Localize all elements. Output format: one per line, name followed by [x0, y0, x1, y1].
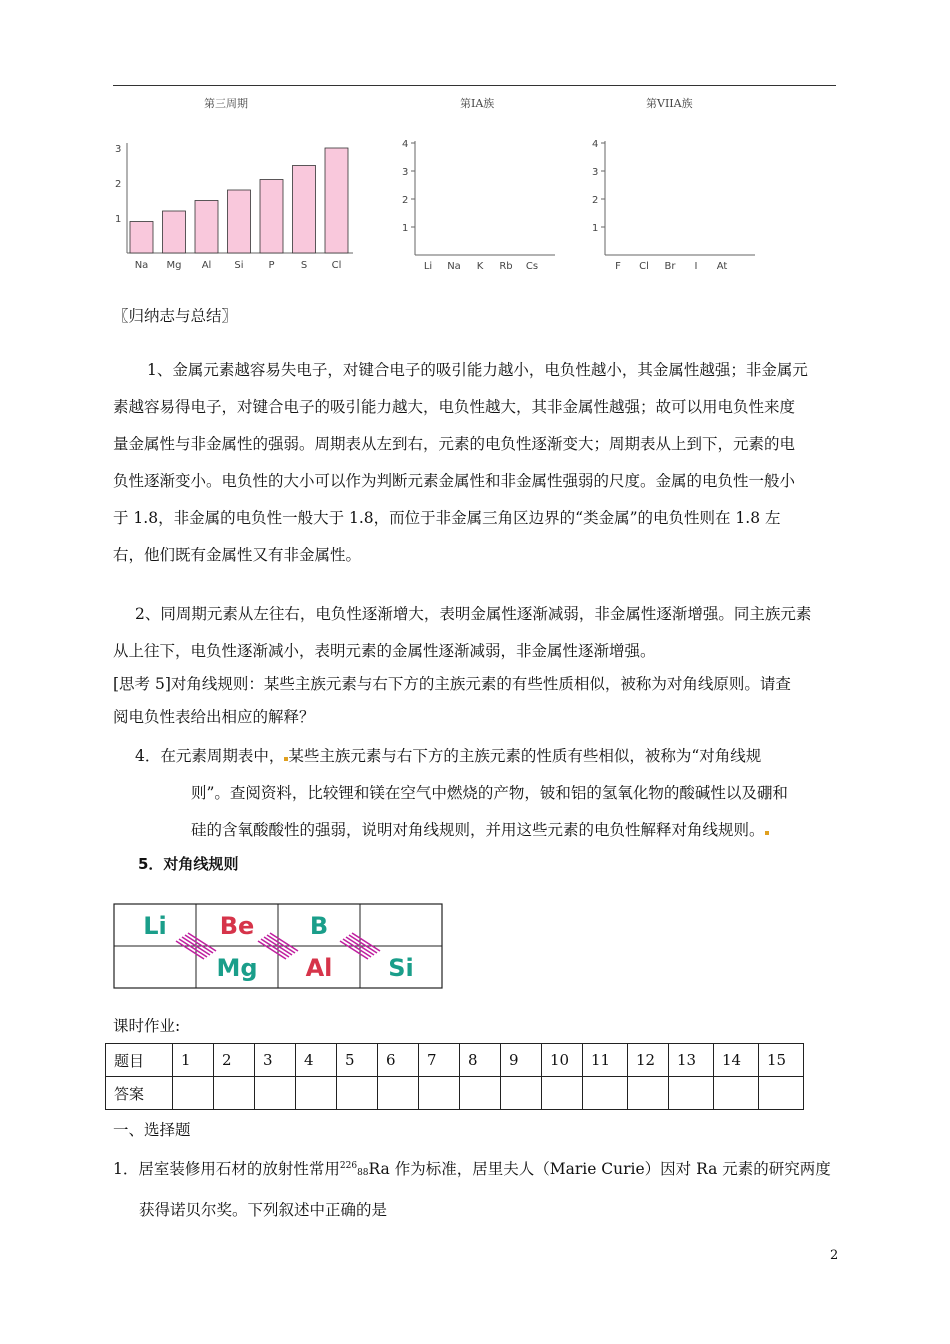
p1-line: 右，他们既有金属性又有非金属性。 [113, 546, 362, 564]
x-tick-label: Cl [639, 261, 649, 272]
item4-line: 硅的含氧酸酸性的强弱，说明对角线规则，并用这些元素的电负性解释对角线规则。 [113, 812, 853, 849]
x-tick-label: Li [423, 261, 433, 272]
answer-table [105, 1043, 804, 1110]
answer-cell[interactable] [296, 1077, 337, 1110]
question-number-cell: 4 [296, 1044, 337, 1077]
bar [260, 180, 283, 254]
bar [325, 148, 348, 253]
question-number-cell: 10 [542, 1044, 583, 1077]
y-tick-label: 2 [402, 195, 409, 206]
element-si: Si [388, 954, 414, 982]
think-5 [113, 668, 853, 734]
bar [293, 166, 316, 254]
x-tick-label: K [476, 261, 484, 272]
question-number-cell: 1 [173, 1044, 214, 1077]
answer-cell[interactable] [628, 1077, 669, 1110]
y-tick-label: 2 [592, 195, 599, 206]
y-tick-label: 3 [115, 144, 122, 155]
x-tick-label: Na [134, 260, 149, 271]
bar [130, 222, 153, 254]
homework-label: 课时作业: [113, 1017, 181, 1035]
question-number-cell: 12 [628, 1044, 669, 1077]
element-al: Al [305, 954, 333, 982]
element-be: Be [219, 912, 255, 940]
x-tick-label: Na [447, 261, 461, 272]
think-line: [思考 5]对角线规则：某些主族元素与右下方的主族元素的有些性质相似，被称为对角线原则。请查 [113, 675, 791, 693]
y-tick-label: 3 [402, 167, 409, 178]
header-rule [113, 85, 836, 86]
y-tick-label: 3 [592, 167, 599, 178]
table-row [106, 1077, 804, 1110]
element-b: B [309, 912, 329, 940]
y-tick-label: 1 [115, 214, 122, 225]
summary-paragraph-1 [113, 352, 853, 574]
q1-line: 1．居室装修用石材的放射性常用$^{226}_{88}$Ra 作为标准，居里夫人（Marie Curie）因对 Ra 元素的研究两度 [113, 1160, 831, 1178]
answer-cell[interactable] [714, 1077, 759, 1110]
section-heading: 一、选择题 [113, 1121, 191, 1139]
row-header-answer: 答案 [106, 1077, 173, 1110]
atomic-number: 88 [357, 1168, 369, 1178]
answer-cell[interactable] [669, 1077, 714, 1110]
answer-cell[interactable] [501, 1077, 542, 1110]
question-number-cell: 14 [714, 1044, 759, 1077]
question-1 [113, 1148, 853, 1229]
x-tick-label: S [300, 260, 308, 271]
question-number-cell: 9 [501, 1044, 542, 1077]
item4-line: 则”。查阅资料，比较锂和镁在空气中燃烧的产物，铍和铝的氢氧化物的酸碱性以及硼和 [191, 784, 788, 802]
answer-cell[interactable] [419, 1077, 460, 1110]
p1-line: 于 1.8，非金属的电负性一般大于 1.8，而位于非金属三角区边界的“类金属”的电负性则在 1.8 左 [113, 509, 781, 527]
x-tick-label: Cl [331, 260, 342, 271]
x-tick-label: I [694, 261, 698, 272]
question-number-cell: 7 [419, 1044, 460, 1077]
chart-title-period3: 第三周期 [204, 97, 248, 110]
mark-dot [765, 831, 769, 835]
answer-cell[interactable] [173, 1077, 214, 1110]
chart-group1a [395, 135, 565, 275]
answer-cell[interactable] [583, 1077, 628, 1110]
x-tick-label: Al [201, 260, 212, 271]
answer-cell[interactable] [337, 1077, 378, 1110]
y-tick-label: 2 [115, 179, 122, 190]
row-header-question: 题目 [106, 1044, 173, 1077]
summary-paragraph-2 [113, 596, 853, 670]
x-tick-label: At [716, 261, 728, 272]
item4-line: 4．在元素周期表中， 某些主族元素与右下方的主族元素的性质有些相似，被称为“对角线规 [135, 747, 762, 765]
p1-line: 素越容易得电子，对键合电子的吸引能力越大，电负性越大，其非金属性越强；故可以用电负性来度 [113, 398, 796, 416]
answer-cell[interactable] [460, 1077, 501, 1110]
y-tick-label: 1 [592, 223, 599, 234]
x-tick-label: Cs [525, 261, 539, 272]
p2-line: 从上往下，电负性逐渐减小，表明元素的金属性逐渐减弱，非金属性逐渐增强。 [113, 642, 656, 660]
element-symbol: Ra [368, 1160, 390, 1178]
x-tick-label: Mg [166, 260, 182, 271]
answer-cell[interactable] [542, 1077, 583, 1110]
y-tick-label: 4 [402, 139, 409, 150]
summary-heading: 〖归纳志与总结〗 [113, 307, 238, 325]
question-number-cell: 15 [759, 1044, 804, 1077]
table-row [106, 1044, 804, 1077]
question-number-cell: 6 [378, 1044, 419, 1077]
page-number: 2 [830, 1248, 839, 1263]
answer-cell[interactable] [378, 1077, 419, 1110]
question-number-cell: 2 [214, 1044, 255, 1077]
answer-cell[interactable] [214, 1077, 255, 1110]
item-5-heading: 5．对角线规则 [138, 855, 239, 873]
chart-period3 [105, 135, 365, 275]
answer-cell[interactable] [759, 1077, 804, 1110]
element-li: Li [143, 912, 167, 940]
think-line: 阅电负性表给出相应的解释？ [113, 708, 315, 726]
p2-line: 2、同周期元素从左往右，电负性逐渐增大，表明金属性逐渐减弱，非金属性逐渐增强。同主族元素 [135, 605, 812, 623]
y-tick-label: 1 [402, 223, 409, 234]
bar [195, 201, 218, 254]
mass-number: 226 [339, 1161, 358, 1171]
bar [163, 211, 186, 253]
question-number-cell: 3 [255, 1044, 296, 1077]
question-number-cell: 13 [669, 1044, 714, 1077]
question-number-cell: 5 [337, 1044, 378, 1077]
x-tick-label: P [268, 260, 275, 271]
bar [228, 190, 251, 253]
p1-line: 负性逐渐变小。电负性的大小可以作为判断元素金属性和非金属性强弱的尺度。金属的电负性一般小 [113, 472, 796, 490]
chart-title-group7a: 第VIIA族 [646, 97, 693, 110]
chart-group7a [585, 135, 765, 275]
question-number-cell: 11 [583, 1044, 628, 1077]
x-tick-label: F [615, 261, 621, 272]
item-4 [113, 738, 853, 849]
diagonal-rule-table [113, 903, 445, 991]
element-mg: Mg [216, 954, 258, 982]
chart-title-group1a: 第IA族 [460, 97, 495, 110]
answer-cell[interactable] [255, 1077, 296, 1110]
x-tick-label: Br [664, 261, 676, 272]
y-tick-label: 4 [592, 139, 599, 150]
q1-line: 获得诺贝尔奖。下列叙述中正确的是 [139, 1201, 388, 1219]
question-number-cell: 8 [460, 1044, 501, 1077]
p1-line: 量金属性与非金属性的强弱。周期表从左到右，元素的电负性逐渐变大；周期表从上到下，元素的电 [113, 435, 796, 453]
x-tick-label: Si [234, 260, 244, 271]
p1-line: 1、金属元素越容易失电子，对键合电子的吸引能力越小，电负性越小，其金属性越强；非金属元 [147, 361, 808, 379]
x-tick-label: Rb [499, 261, 513, 272]
